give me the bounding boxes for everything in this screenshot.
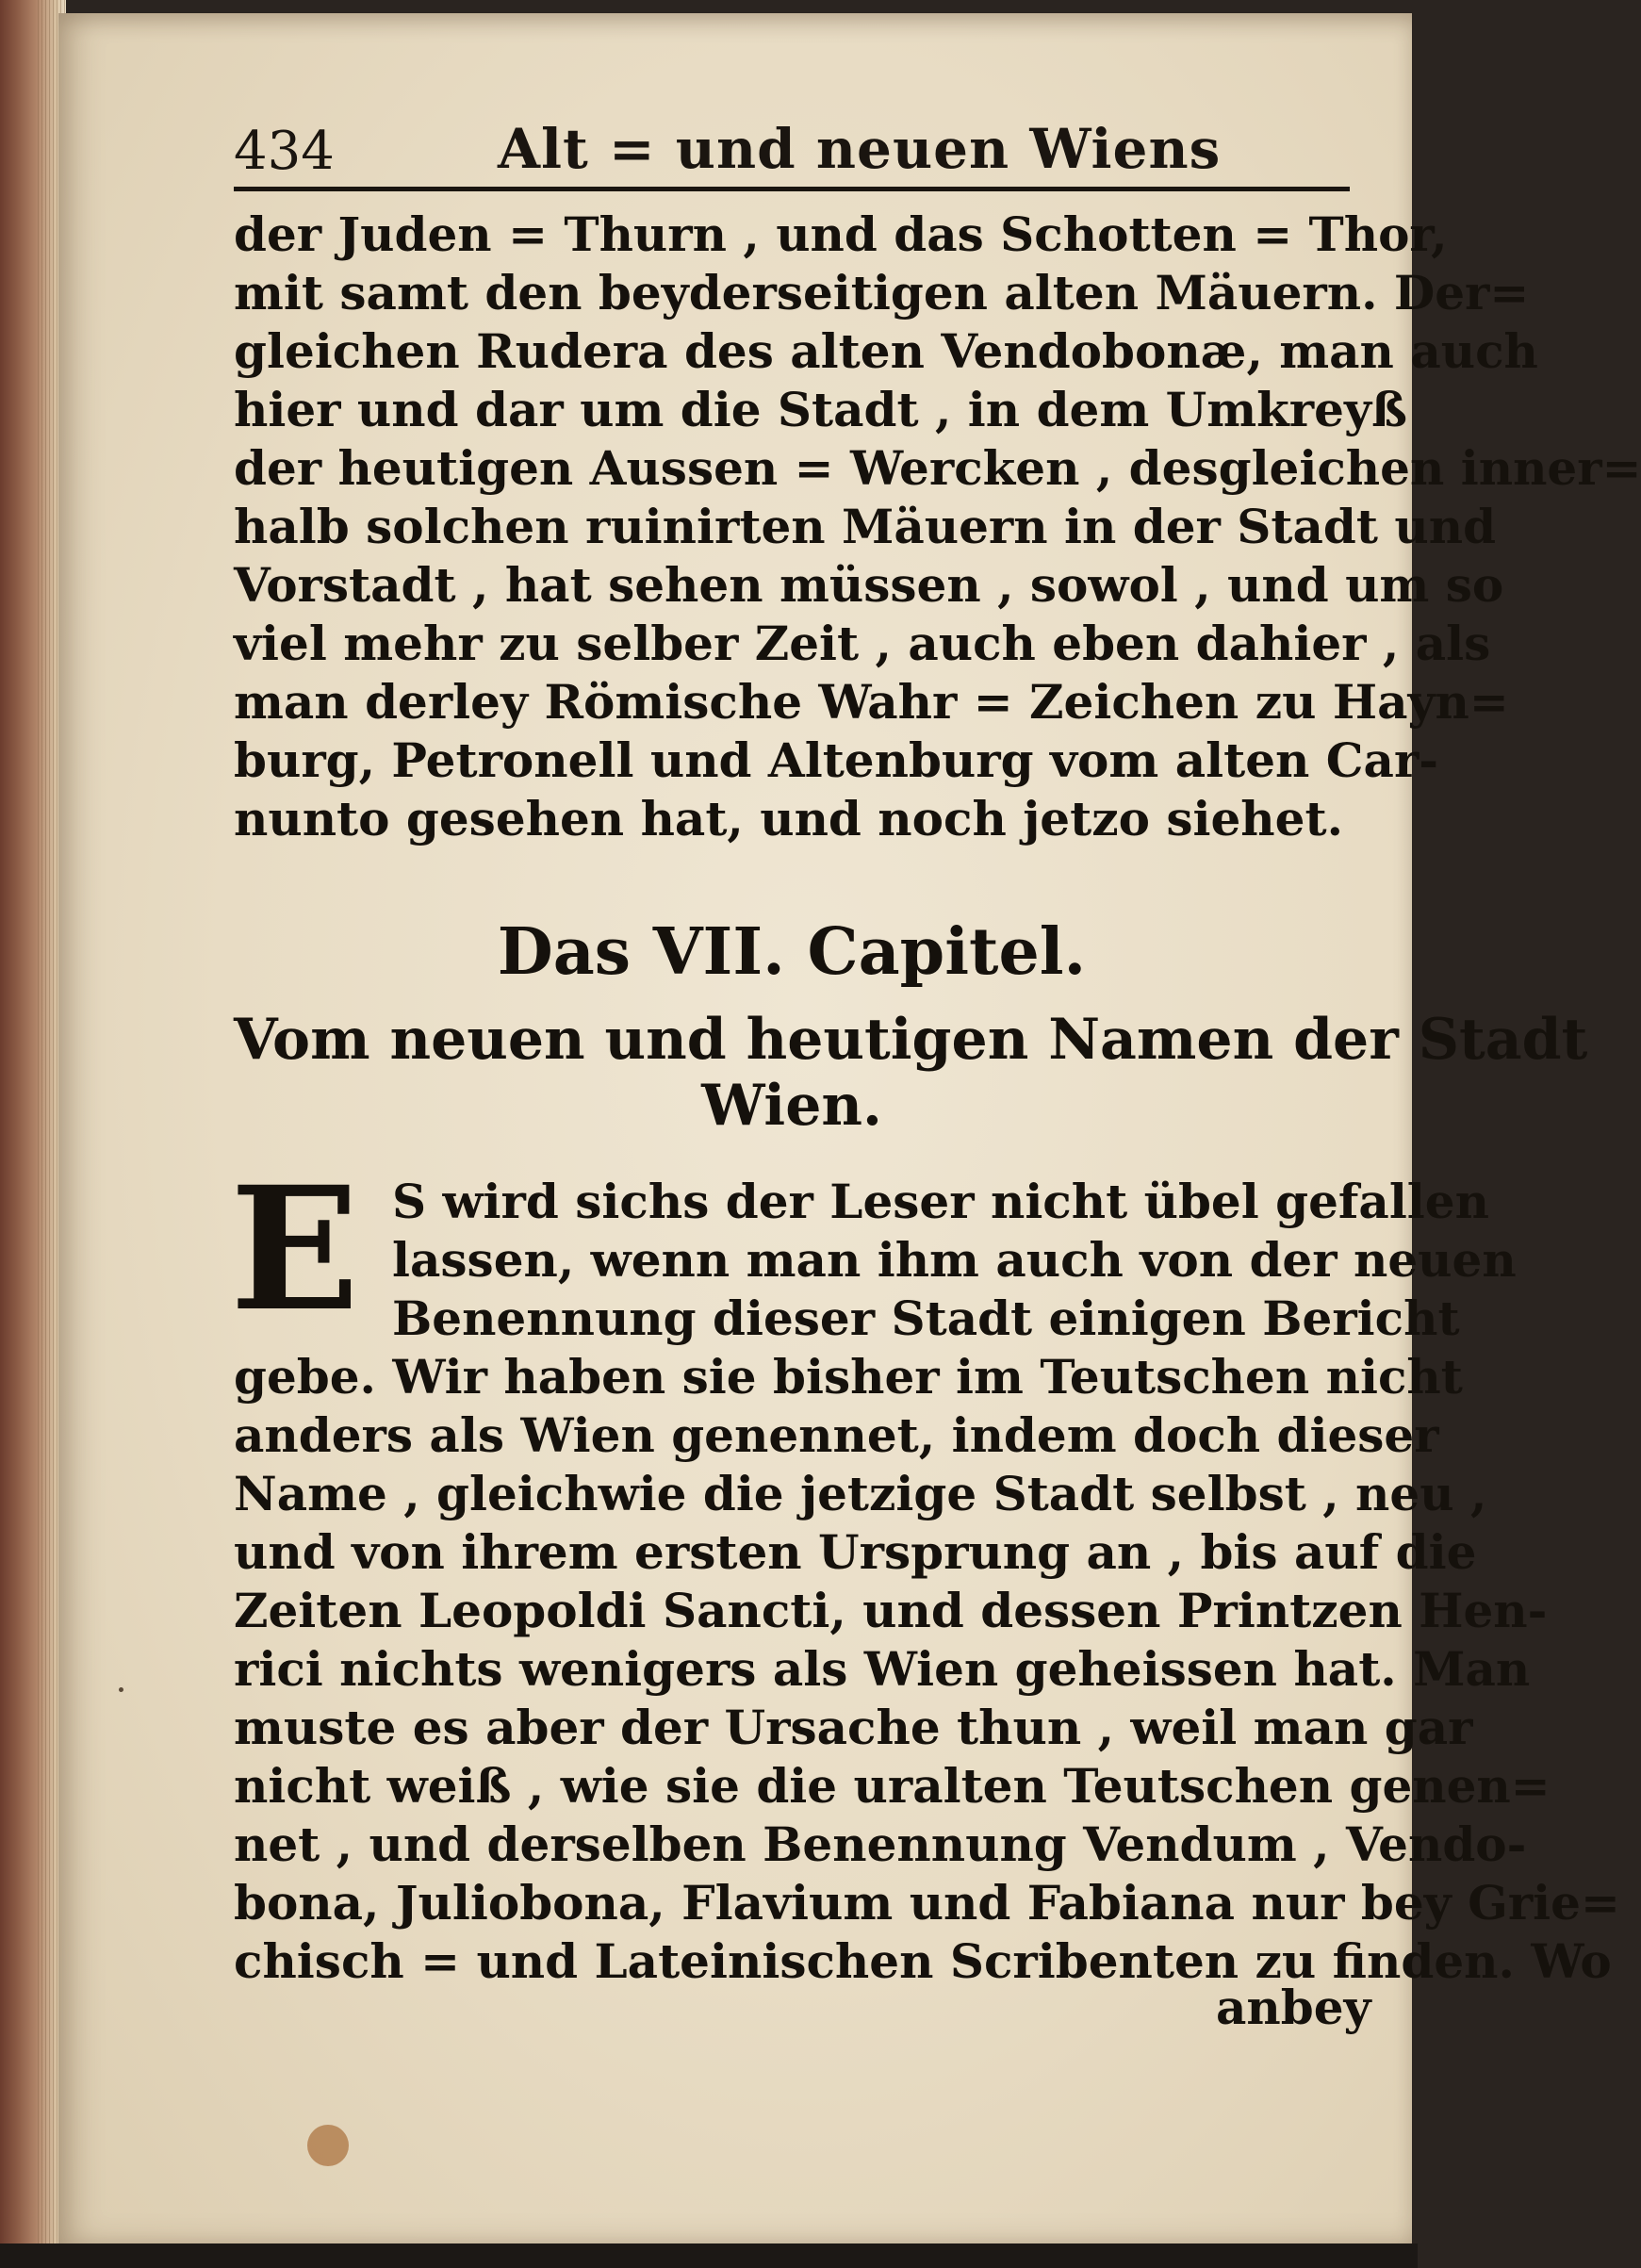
chapter-title: Das VII. Capitel. xyxy=(497,914,1087,990)
text-line: gleichen Rudera des alten Vendobonæ, man auch xyxy=(234,323,1538,379)
text-line: net , und derselben Benennung Vendum , Vendo- xyxy=(234,1816,1527,1872)
text-line: Vorstadt , hat sehen müssen , sowol , und um so xyxy=(234,557,1504,613)
text-line: chisch = und Lateinischen Scribenten zu finden. Wo xyxy=(234,1933,1612,1989)
text-line: und von ihrem ersten Ursprung an , bis auf die xyxy=(234,1524,1477,1580)
text-line: lassen, wenn man ihm auch von der neuen xyxy=(392,1232,1517,1288)
text-line: nicht weiß , wie sie die uralten Teutschen genen= xyxy=(234,1758,1551,1814)
chapter-subtitle xyxy=(234,1007,1588,1139)
text-line: Benennung dieser Stadt einigen Bericht xyxy=(392,1290,1460,1346)
text-line: halb solchen ruinirten Mäuern in der Stadt und xyxy=(234,499,1497,554)
paper-stain xyxy=(307,2125,349,2166)
top-paragraph xyxy=(234,205,1641,848)
page-number: 434 xyxy=(234,121,335,182)
chapter-subtitle-line: Vom neuen und heutigen Namen der Stadt xyxy=(234,1007,1588,1073)
text-line: der Juden = Thurn , und das Schotten = Thor, xyxy=(234,206,1448,262)
chapter-subtitle-line: Wien. xyxy=(701,1073,882,1139)
text-line: nunto gesehen hat, und noch jetzo siehet. xyxy=(234,791,1343,846)
text-line: S wird sichs der Leser nicht übel gefallen xyxy=(392,1174,1489,1229)
text-line: Zeiten Leopoldi Sancti, und dessen Printzen Hen- xyxy=(234,1583,1548,1638)
text-line: mit samt den beyderseitigen alten Mäuern. Der= xyxy=(234,265,1530,320)
text-line: bona, Juliobona, Flavium und Fabiana nur bey Grie= xyxy=(234,1875,1620,1931)
page-header xyxy=(234,113,1350,198)
background-edge xyxy=(0,2243,1418,2268)
running-head: Alt = und neuen Wiens xyxy=(498,117,1222,181)
text-line: Name , gleichwie die jetzige Stadt selbst , neu , xyxy=(234,1466,1487,1521)
text-line: burg, Petronell und Altenburg vom alten Car- xyxy=(234,732,1439,788)
header-rule xyxy=(234,187,1350,191)
text-line: hier und dar um die Stadt , in dem Umkreyß xyxy=(234,382,1407,437)
text-line: viel mehr zu selber Zeit , auch eben dahier , als xyxy=(234,616,1491,671)
text-line: der heutigen Aussen = Wercken , desgleichen inner= xyxy=(234,440,1641,496)
text-line: muste es aber der Ursache thun , weil man gar xyxy=(234,1700,1473,1755)
text-line: man derley Römische Wahr = Zeichen zu Hayn= xyxy=(234,674,1509,730)
text-line: anders als Wien genennet, indem doch dieser xyxy=(234,1407,1439,1463)
text-line: rici nichts wenigers als Wien geheissen hat. Man xyxy=(234,1641,1531,1697)
text-line: gebe. Wir haben sie bisher im Teutschen nicht xyxy=(234,1349,1463,1405)
body-paragraph xyxy=(234,1173,1620,1991)
catchword: anbey xyxy=(1216,1980,1371,2035)
drop-capital: E xyxy=(230,1150,360,1349)
paper-speck xyxy=(119,1687,123,1692)
